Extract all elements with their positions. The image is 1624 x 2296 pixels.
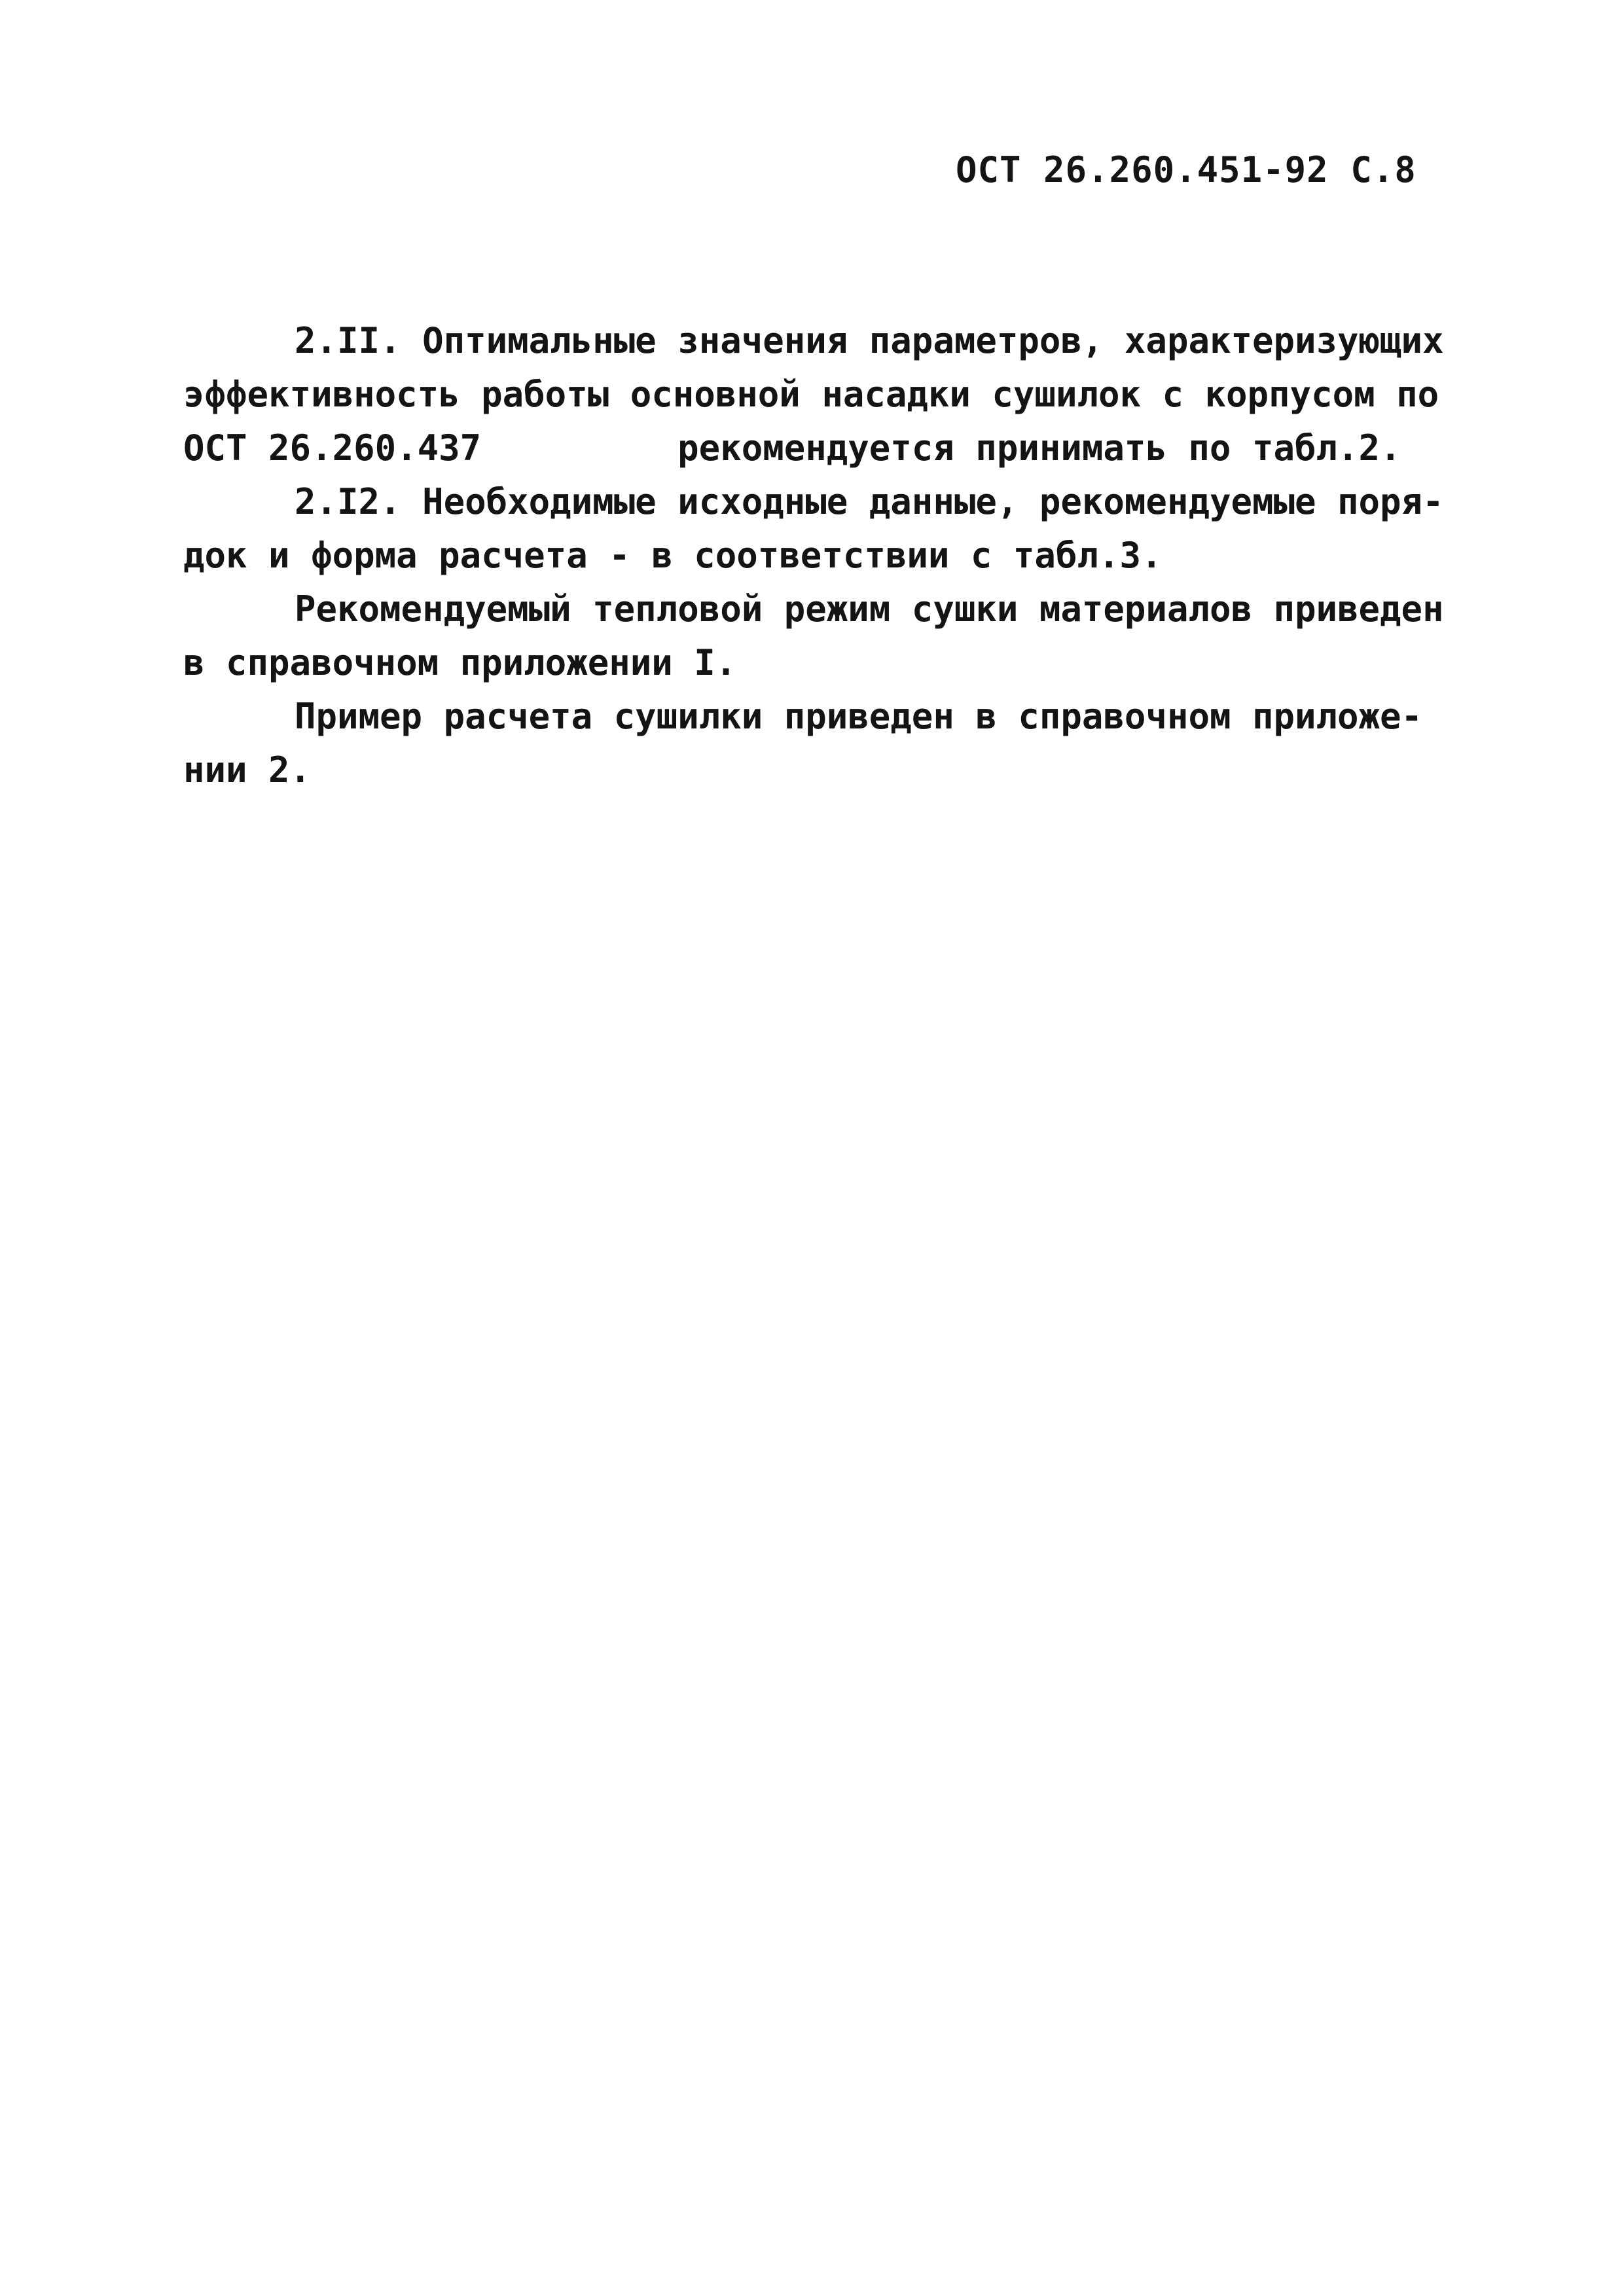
paragraph-thermal-mode-line-2: в справочном приложении I. xyxy=(183,642,737,683)
paragraph-2-11-line-2: эффективность работы основной насадки сушилок с корпусом по xyxy=(183,374,1439,415)
paragraph-2-11-line-1: 2.II. Оптимальные значения параметров, характеризующих xyxy=(295,320,1444,361)
document-header: ОСТ 26.260.451-92 С.8 xyxy=(956,149,1416,190)
paragraph-example-line-2: нии 2. xyxy=(183,749,312,791)
ost-reference: ОСТ 26.260.437 xyxy=(183,427,482,469)
paragraph-2-12-line-1: 2.I2. Необходимые исходные данные, рекомендуемые поря- xyxy=(295,481,1444,522)
document-body xyxy=(183,314,1466,797)
paragraph-2-11-line-3 xyxy=(183,422,1466,475)
paragraph-example-line-1: Пример расчета сушилки приведен в справочном приложе- xyxy=(295,696,1423,737)
paragraph-2-12-line-2: док и форма расчета - в соответствии с табл.3. xyxy=(183,535,1163,576)
recommendation-text: рекомендуется принимать по табл.2. xyxy=(677,427,1401,469)
paragraph-thermal-mode-line-1: Рекомендуемый тепловой режим сушки материалов приведен xyxy=(295,588,1444,630)
